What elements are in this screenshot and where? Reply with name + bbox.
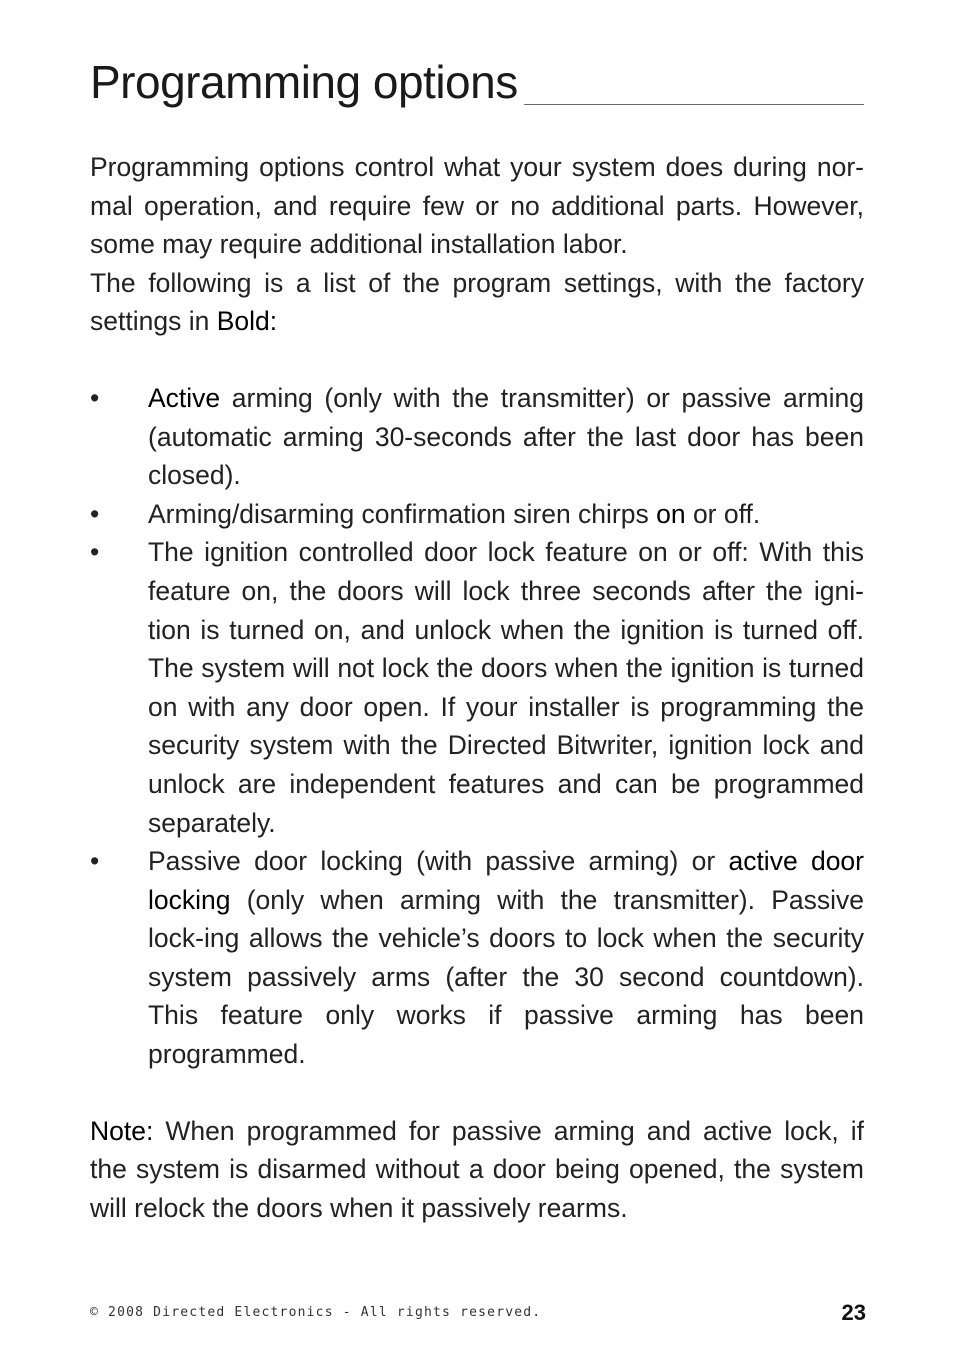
intro-paragraph-2-text: The following is a list of the program settings, with the factory settings in [90, 267, 864, 337]
page-number: 23 [841, 1300, 866, 1325]
list-item-text: arming (only with the transmitter) or passive arming (automatic arming 30-seconds after the last door has been closed). [148, 382, 864, 491]
list-item-text: Passive door locking (with passive arming) or [148, 846, 729, 877]
settings-list [90, 379, 864, 1074]
bullet-dot: • [90, 382, 100, 413]
list-item-text: or off. [685, 498, 761, 529]
bullet-dot: • [90, 498, 100, 529]
list-item-siren-chirps [90, 495, 864, 534]
list-item-text: The ignition controlled door lock feature on or off: With this feature on, the doors will lock three seconds after the igni-tion is turned on, and unlock when the ignition is turned off. The system will not lock the doors when the ignition is turned on with any door open. If your installer is programming the security system with the Directed Bitwriter, ignition lock and unlock are independent features and can be programmed separately. [148, 537, 864, 838]
spacer [90, 1074, 864, 1112]
bold-setting: active door locking [148, 846, 864, 915]
list-item-text: Arming/disarming confirmation siren chirps [148, 498, 657, 529]
list-item-active-arming [90, 379, 864, 495]
note-paragraph [90, 1112, 864, 1228]
page-title: Programming options [90, 54, 524, 110]
footer-copyright: © 2008 Directed Electronics - All rights reserved. [90, 1305, 542, 1320]
intro-bold-word: Bold: [216, 306, 278, 337]
note-label: Note: [90, 1115, 154, 1146]
intro-paragraph-1: Programming options control what your system does during nor-mal operation, and require few or no additional parts. However, some may require additional installation labor. [90, 152, 864, 260]
intro-paragraph-2 [90, 264, 864, 341]
bold-setting: Active [148, 382, 221, 413]
note-text: When programmed for passive arming and active lock, if the system is disarmed without a door being opened, the system will relock the doors when it passively rearms. [90, 1115, 864, 1223]
page-body [90, 148, 864, 1227]
list-item-text: (only when arming with the transmitter). Passive lock-ing allows the vehicle’s doors to lock when the security system passively arms (after the 30 second countdown). This feature only works if passive arming has been programmed. [148, 884, 864, 1070]
list-item-ignition-lock [90, 533, 864, 842]
list-item-door-locking [90, 842, 864, 1074]
bullet-dot: • [90, 846, 100, 877]
bullet-dot: • [90, 537, 100, 568]
spacer [90, 341, 864, 379]
title-rule [90, 52, 864, 108]
bold-setting: on [656, 498, 686, 529]
